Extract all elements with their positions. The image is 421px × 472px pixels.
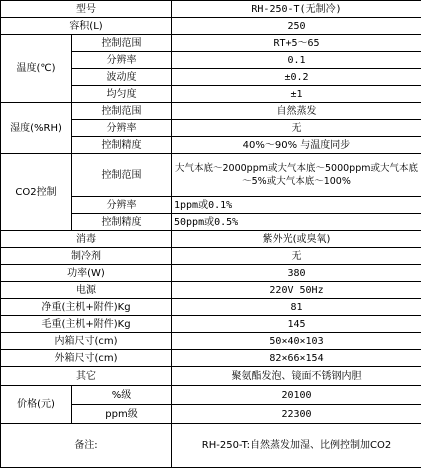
net-weight-value: 81 bbox=[172, 299, 421, 316]
temp-uniformity-label: 均匀度 bbox=[72, 86, 172, 103]
co2-resolution-value: 1ppm或0.1% bbox=[172, 197, 421, 214]
temp-resolution-label: 分辨率 bbox=[72, 52, 172, 69]
row-sterilization bbox=[1, 231, 421, 248]
temperature-label: 温度(℃) bbox=[1, 35, 72, 103]
row-remarks bbox=[1, 424, 421, 468]
row-model bbox=[1, 1, 421, 18]
volume-label: 容积(L) bbox=[1, 18, 172, 35]
power-label: 功率(W) bbox=[1, 265, 172, 282]
co2-accuracy-label: 控制精度 bbox=[72, 214, 172, 231]
price-label: 价格(元) bbox=[1, 386, 72, 424]
price-percent-grade-label: %级 bbox=[72, 386, 172, 405]
humidity-accuracy-label: 控制精度 bbox=[72, 137, 172, 154]
outer-size-label: 外箱尺寸(cm) bbox=[1, 350, 172, 367]
net-weight-label: 净重(主机+附件)Kg bbox=[1, 299, 172, 316]
supply-value: 220V 50Hz bbox=[172, 282, 421, 299]
remarks-value: RH-250-T:自然蒸发加湿、比例控制加CO2 bbox=[172, 424, 421, 468]
co2-control-range-value: 大气本底～2000ppm或大气本底～5000ppm或大气本底～5%或大气本底～100% bbox=[172, 154, 421, 197]
other-label: 其它 bbox=[1, 367, 172, 386]
sterilization-label: 消毒 bbox=[1, 231, 172, 248]
row-inner-size bbox=[1, 333, 421, 350]
co2-control-range-label: 控制范围 bbox=[72, 154, 172, 197]
inner-size-label: 内箱尺寸(cm) bbox=[1, 333, 172, 350]
row-net-weight bbox=[1, 299, 421, 316]
humidity-control-range-label: 控制范围 bbox=[72, 103, 172, 120]
temp-fluctuation-label: 波动度 bbox=[72, 69, 172, 86]
co2-label: CO2控制 bbox=[1, 154, 72, 231]
temp-uniformity-value: ±1 bbox=[172, 86, 421, 103]
row-outer-size bbox=[1, 350, 421, 367]
outer-size-value: 82×66×154 bbox=[172, 350, 421, 367]
temp-resolution-value: 0.1 bbox=[172, 52, 421, 69]
humidity-accuracy-value: 40%～90% 与温度同步 bbox=[172, 137, 421, 154]
temp-control-range-value: RT+5～65 bbox=[172, 35, 421, 52]
gross-weight-value: 145 bbox=[172, 316, 421, 333]
remarks-label: 备注: bbox=[1, 424, 172, 468]
refrigerant-label: 制冷剂 bbox=[1, 248, 172, 265]
row-price-percent bbox=[1, 386, 421, 405]
humidity-control-range-value: 自然蒸发 bbox=[172, 103, 421, 120]
row-supply bbox=[1, 282, 421, 299]
row-volume bbox=[1, 18, 421, 35]
supply-label: 电源 bbox=[1, 282, 172, 299]
other-value: 聚氨酯发泡、镜面不锈钢内胆 bbox=[172, 367, 421, 386]
refrigerant-value: 无 bbox=[172, 248, 421, 265]
sterilization-value: 紫外光(或臭氧) bbox=[172, 231, 421, 248]
row-refrigerant bbox=[1, 248, 421, 265]
co2-accuracy-value: 50ppm或0.5% bbox=[172, 214, 421, 231]
humidity-resolution-value: 无 bbox=[172, 120, 421, 137]
temp-control-range-label: 控制范围 bbox=[72, 35, 172, 52]
volume-value: 250 bbox=[172, 18, 421, 35]
row-power bbox=[1, 265, 421, 282]
row-temp-range bbox=[1, 35, 421, 52]
model-value: RH-250-T(无制冷) bbox=[172, 1, 421, 18]
model-label: 型号 bbox=[1, 1, 172, 18]
temp-fluctuation-value: ±0.2 bbox=[172, 69, 421, 86]
humidity-label: 湿度(%RH) bbox=[1, 103, 72, 154]
price-percent-grade-value: 20100 bbox=[172, 386, 421, 405]
price-ppm-grade-value: 22300 bbox=[172, 405, 421, 424]
row-gross-weight bbox=[1, 316, 421, 333]
row-humidity-range bbox=[1, 103, 421, 120]
price-ppm-grade-label: ppm级 bbox=[72, 405, 172, 424]
humidity-resolution-label: 分辨率 bbox=[72, 120, 172, 137]
co2-resolution-label: 分辨率 bbox=[72, 197, 172, 214]
inner-size-value: 50×40×103 bbox=[172, 333, 421, 350]
gross-weight-label: 毛重(主机+附件)Kg bbox=[1, 316, 172, 333]
power-value: 380 bbox=[172, 265, 421, 282]
row-other bbox=[1, 367, 421, 386]
row-co2-range bbox=[1, 154, 421, 197]
